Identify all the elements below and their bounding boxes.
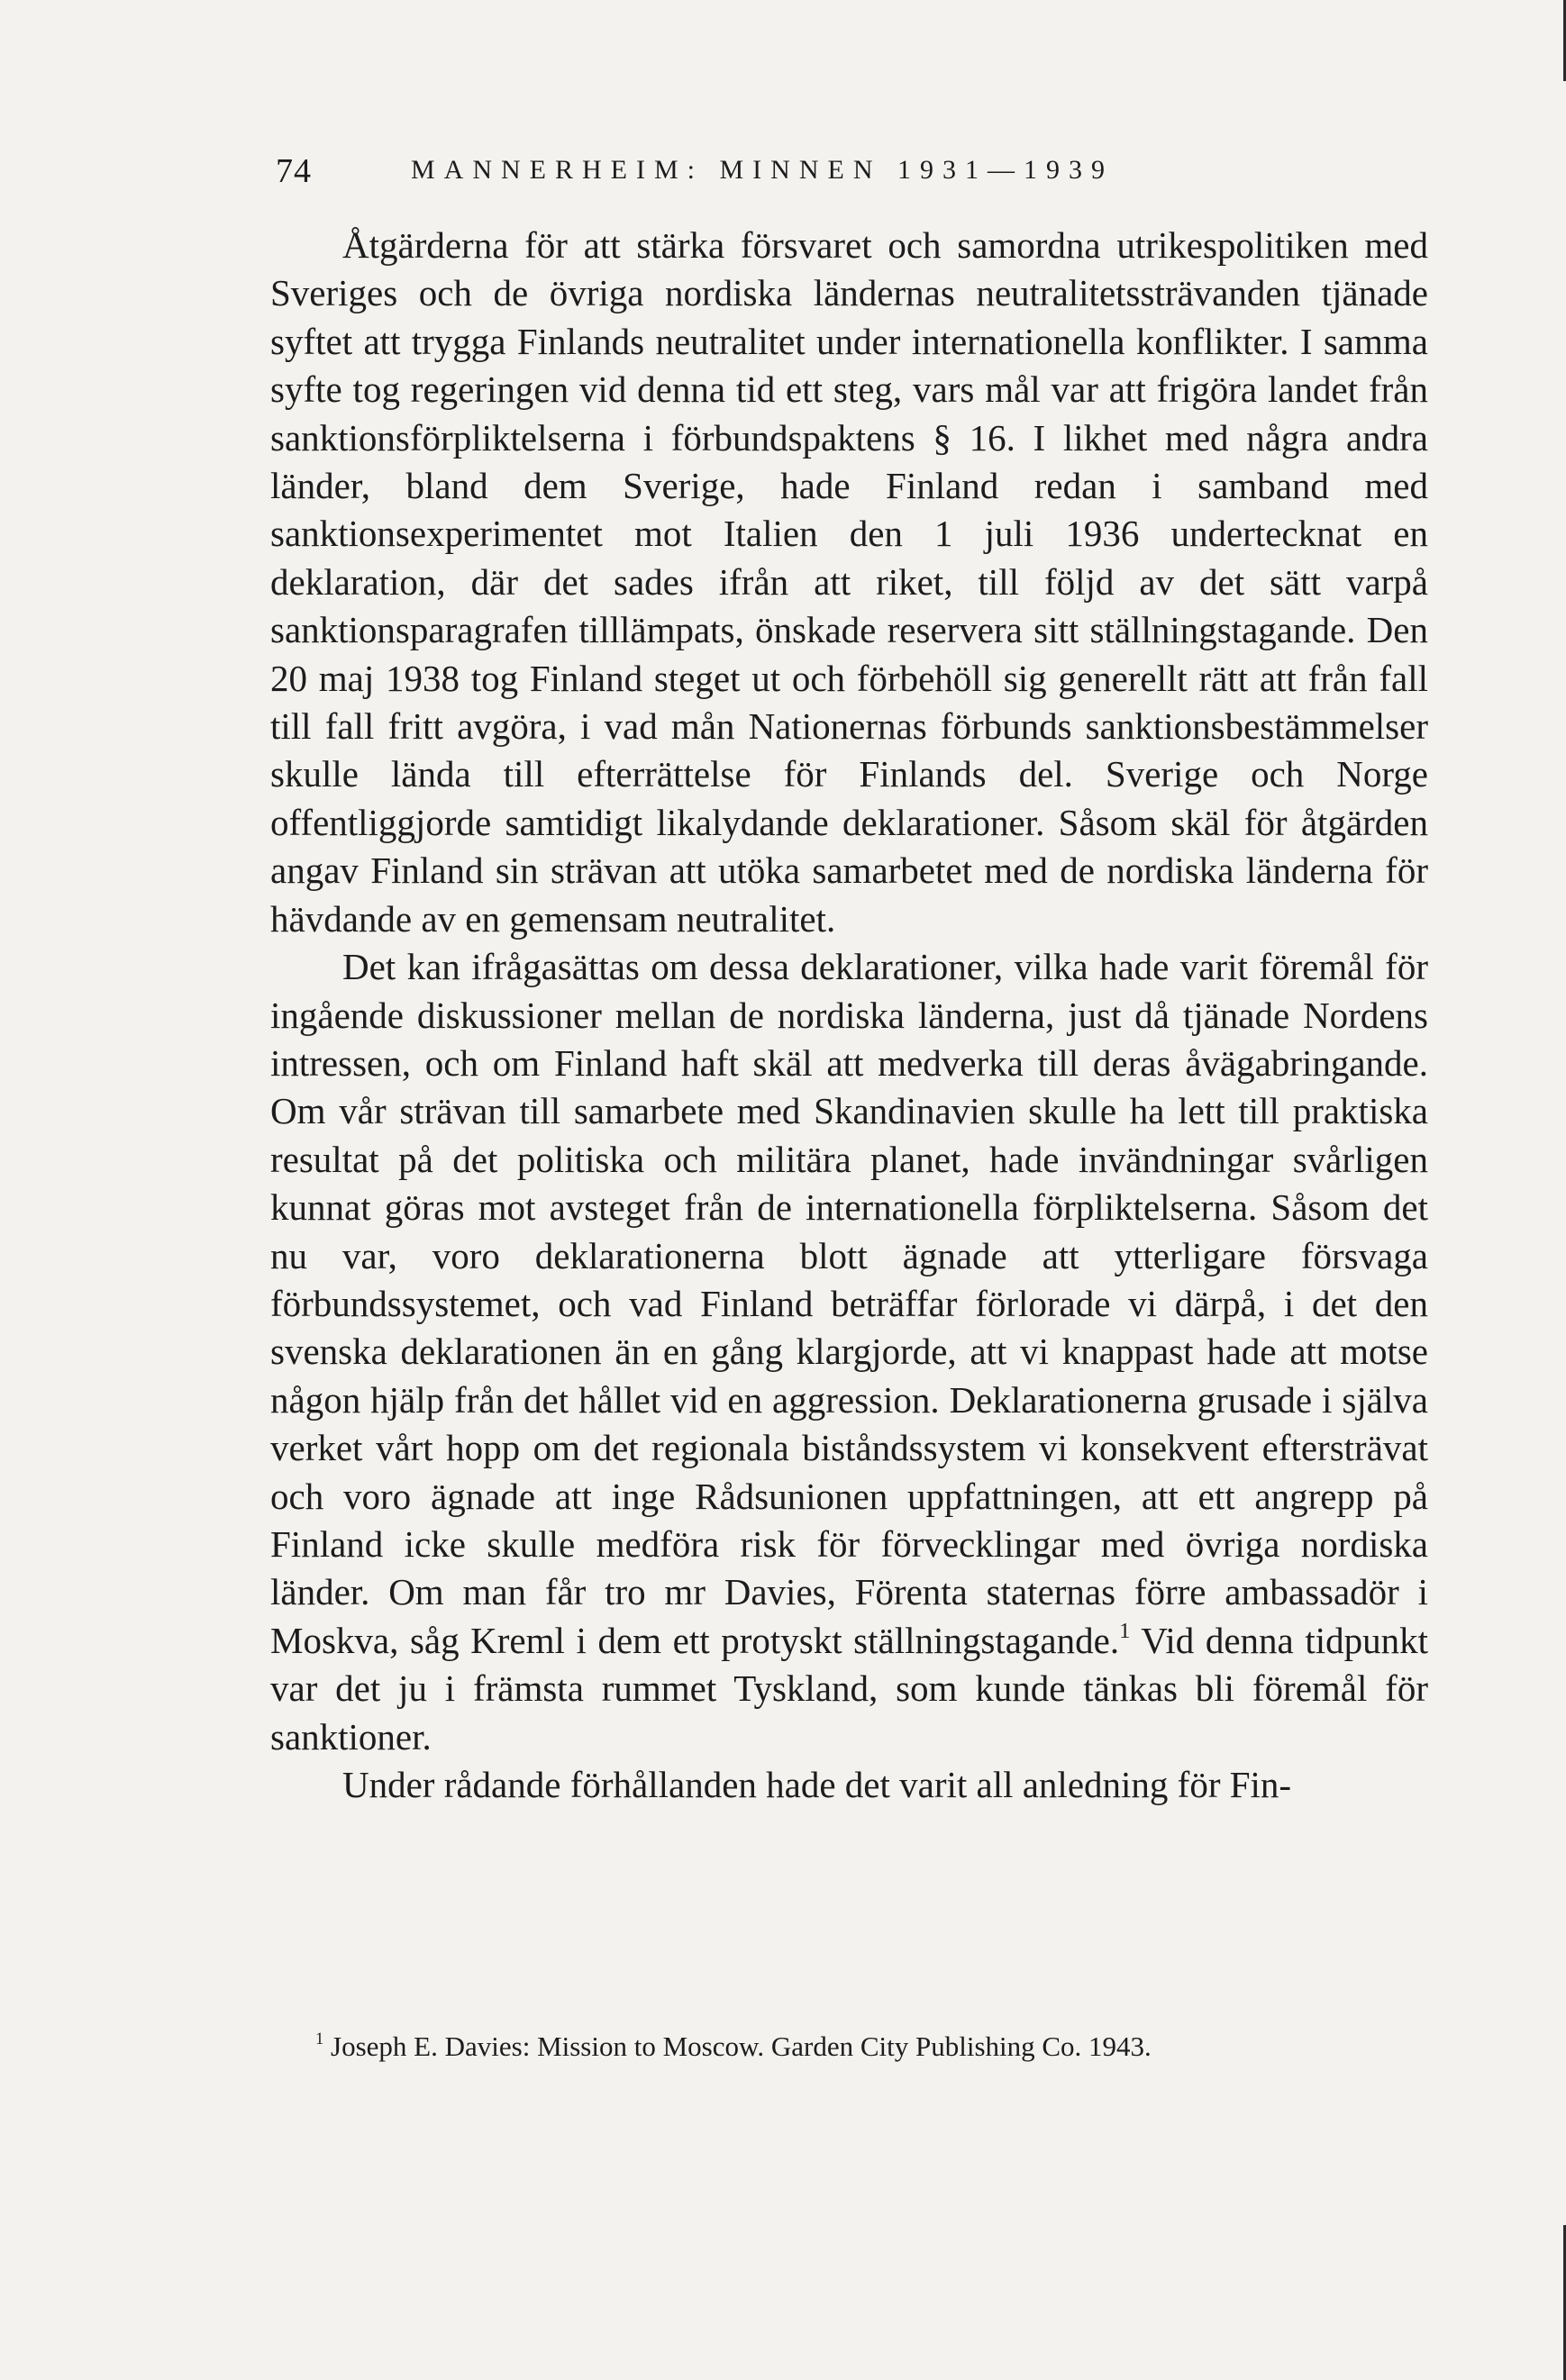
running-title: MANNERHEIM: MINNEN 1931—1939: [411, 155, 1114, 185]
paragraph-2-text: Det kan ifrågasättas om dessa deklarationer, vilka hade varit föremål för ingående diskussioner mellan de nordiska länderna, just då tjänade Nordens intressen, och om Finland haft skäl att medverka till deras åvägabringande. Om vår strävan till samarbete med Skandinavien skulle ha lett till praktiska resultat på det politiska och militära planet, hade invändningar svårligen kunnat göras mot avsteget från de internationella förpliktelserna. Såsom det nu var, voro deklarationerna blott ägnade att ytterligare försvaga förbundssystemet, och vad Finland beträffar förlorade vi därpå, i det den svenska deklarationen än en gång klargjorde, att vi knappast hade att motse någon hjälp från det hållet vid en aggression. Deklarationerna grusade i själva verket vårt hopp om det regionala biståndssystem vi konsekvent eftersträvat och voro ägnade att inge Rådsunionen uppfattningen, att ett angrepp på Finland icke skulle medföra risk för förvecklingar med övriga nordiska länder. Om man får tro mr Davies, Förenta staternas förre ambassadör i Moskva, såg Kreml i dem ett protyskt ställningstagande.: [270, 946, 1428, 1661]
page-number: 74: [276, 152, 312, 190]
paragraph-1: Åtgärderna för att stärka försvaret och samordna utrikespolitiken med Sveriges och de övriga nordiska ländernas neutralitetssträvanden tjänade syftet att trygga Finlands neutralitet under internationella konflikter. I samma syfte tog regeringen vid denna tid ett steg, vars mål var att frigöra landet från sanktionsförpliktelserna i förbundspaktens § 16. I likhet med några andra länder, bland dem Sverige, hade Finland redan i samband med sanktionsexperimentet mot Italien den 1 juli 1936 undertecknat en deklaration, där det sades ifrån att riket, till följd av det sätt varpå sanktionsparagrafen tilllämpats, önskade reservera sitt ställningstagande. Den 20 maj 1938 tog Finland steget ut och förbehöll sig generellt rätt att från fall till fall fritt avgöra, i vad mån Nationernas förbunds sanktionsbestämmelser skulle lända till efterrättelse för Finlands del. Sverige och Norge offentliggjorde samtidigt likalydande deklarationer. Såsom skäl för åtgärden angav Finland sin strävan att utöka samarbetet med de nordiska länderna för hävdande av en gemensam neutralitet.: [270, 224, 1428, 940]
footnote: [270, 2029, 1428, 2065]
page-header: [276, 151, 1276, 196]
paragraph-2: [270, 943, 1428, 1761]
body-text: [270, 222, 1428, 1809]
paragraph-3: Under rådande förhållanden hade det varit all anledning för Fin-: [342, 1764, 1292, 1805]
footnote-marker: 1: [315, 2029, 324, 2048]
paragraph-2-tail: Vid denna tidpunkt var det ju i främsta rummet Tyskland, som kunde tänkas bli föremål för sanktioner.: [270, 1619, 1429, 1758]
footnote-text: Joseph E. Davies: Mission to Moscow. Garden City Publishing Co. 1943.: [331, 2030, 1152, 2062]
footnote-reference: 1: [1119, 1618, 1131, 1643]
